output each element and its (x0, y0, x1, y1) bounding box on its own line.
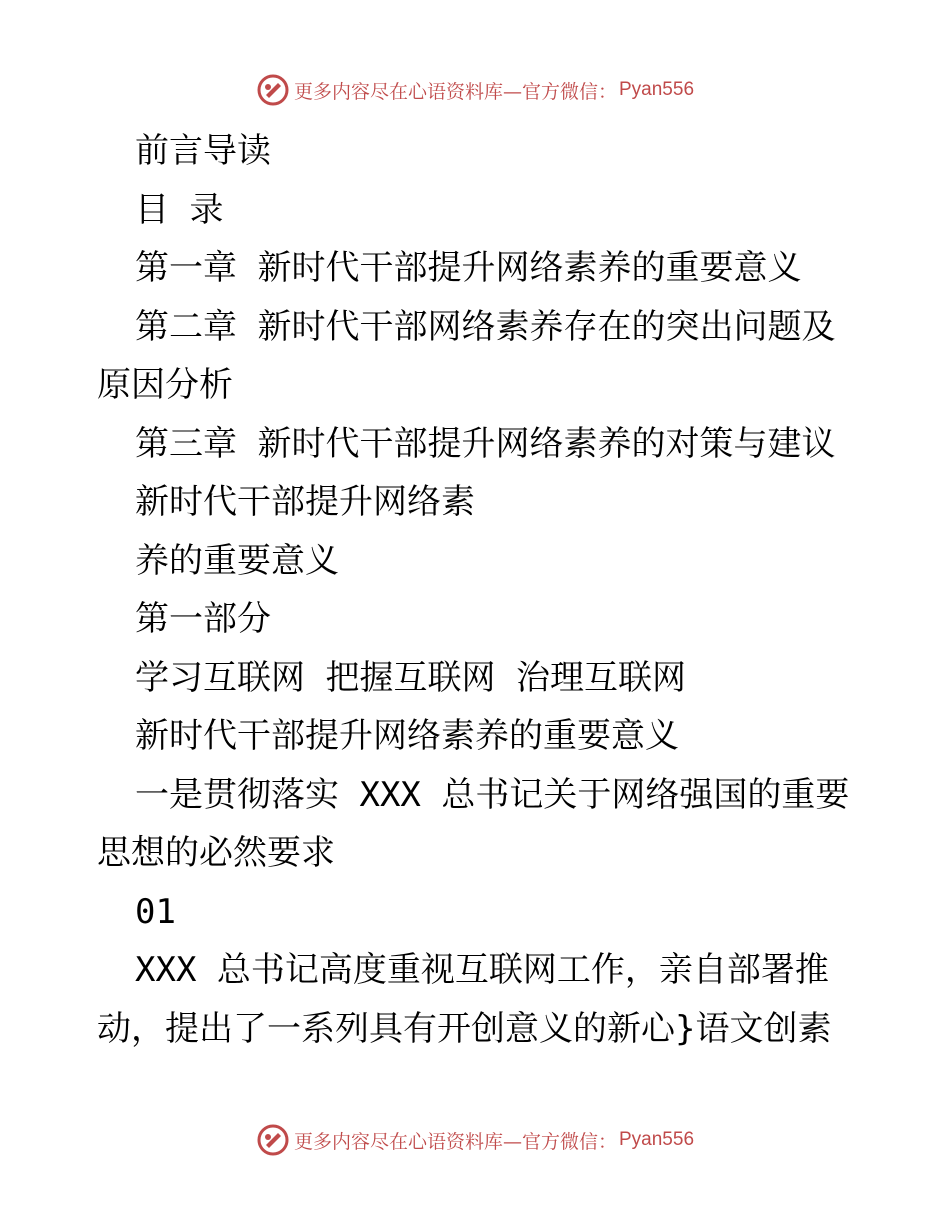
text-line: 第一章 新时代干部提升网络素养的重要意义 (135, 248, 802, 288)
text-line: 前言导读 (135, 131, 271, 171)
text-line: 动，提出了一系列具有开创意义的新心}语文创素 (97, 1008, 832, 1049)
watermark-text: 更多内容尽在心语资料库—官方微信： (293, 1130, 617, 1153)
document-body (97, 122, 850, 1058)
text-line: 养的重要意义 (135, 540, 339, 581)
text-line: 一是贯彻落实 XXX 总书记关于网络强国的重要 (135, 774, 850, 815)
logo-icon (256, 1123, 290, 1157)
watermark-text: 更多内容尽在心语资料库—官方微信： (293, 80, 617, 103)
text-line: 新时代干部提升网络素 (135, 482, 475, 522)
text-line: 第一部分 (135, 599, 271, 639)
watermark-footer (0, 1120, 950, 1160)
text-line: 思想的必然要求 (97, 833, 335, 873)
logo-icon (256, 73, 290, 107)
watermark-account: Pyan556 (619, 79, 695, 100)
text-line: 01 (135, 891, 176, 932)
text-line: 原因分析 (97, 365, 233, 405)
text-line: 目 录 (135, 189, 224, 230)
watermark-header (0, 70, 950, 110)
text-line: 学习互联网 把握互联网 治理互联网 (135, 657, 686, 698)
text-line: 新时代干部提升网络素养的重要意义 (135, 716, 679, 756)
text-line: XXX 总书记高度重视互联网工作，亲自部署推 (135, 950, 829, 990)
watermark-account: Pyan556 (619, 1129, 695, 1150)
text-line: 第三章 新时代干部提升网络素养的对策与建议 (135, 423, 836, 464)
text-line: 第二章 新时代干部网络素养存在的突出问题及 (135, 306, 836, 347)
